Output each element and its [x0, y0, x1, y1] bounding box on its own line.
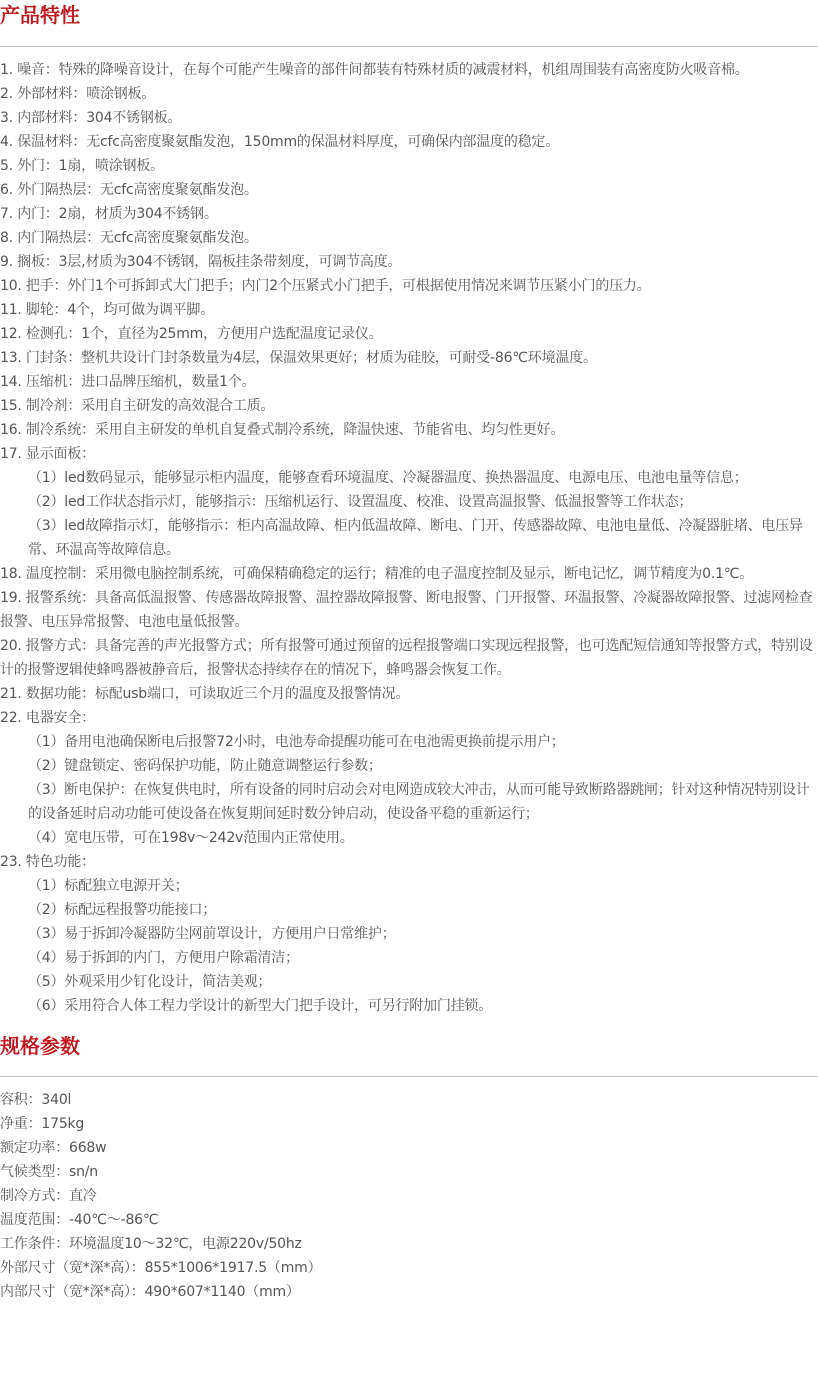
feature-subitem: （1）led数码显示，能够显示柜内温度，能够查看环境温度、冷凝器温度、换热器温度、电源电压、电池电量等信息； [28, 470, 748, 486]
feature-subitem: （2）键盘锁定、密码保护功能，防止随意调整运行参数； [28, 758, 382, 774]
feature-item: 12. 检测孔：1个，直径为25mm，方便用户选配温度记录仪。 [0, 326, 383, 342]
feature-item: 21. 数据功能：标配usb端口，可读取近三个月的温度及报警情况。 [0, 686, 410, 702]
feature-item: 4. 保温材料：无cfc高密度聚氨酯发泡，150mm的保温材料厚度，可确保内部温度的稳定。 [0, 134, 560, 150]
feature-subitem: （3）led故障指示灯，能够指示：柜内高温故障、柜内低温故障、断电、门开、传感器故障、电池电量低、冷凝器脏堵、电压异常、环温高等故障信息。 [28, 518, 803, 558]
feature-item: 2. 外部材料：喷涂钢板。 [0, 86, 156, 102]
feature-subitem: （1）备用电池确保断电后报警72小时，电池寿命提醒功能可在电池需更换前提示用户； [28, 734, 565, 750]
feature-item: 18. 温度控制：采用微电脑控制系统，可确保精确稳定的运行；精准的电子温度控制及显示，断电记忆，调节精度为0.1℃。 [0, 566, 754, 582]
specs-divider [0, 1076, 818, 1077]
feature-subitem: （2）led工作状态指示灯，能够指示：压缩机运行、设置温度、校准、设置高温报警、低温报警等工作状态； [28, 494, 693, 510]
features-list [0, 58, 818, 1018]
feature-item: 3. 内部材料：304不锈钢板。 [0, 110, 182, 126]
feature-item: 17. 显示面板： [0, 446, 95, 462]
feature-item: 23. 特色功能： [0, 854, 95, 870]
spec-item: 外部尺寸（宽*深*高）：855*1006*1917.5（mm） [0, 1260, 322, 1276]
spec-item: 气候类型：sn/n [0, 1164, 98, 1180]
feature-subitem: （4）易于拆卸的内门，方便用户除霜清洁； [28, 950, 299, 966]
feature-item: 9. 搁板：3层,材质为304不锈钢，隔板挂条带刻度，可调节高度。 [0, 254, 402, 270]
feature-subitem: （6）采用符合人体工程力学设计的新型大门把手设计，可另行附加门挂锁。 [28, 998, 493, 1014]
feature-item: 16. 制冷系统：采用自主研发的单机自复叠式制冷系统，降温快速、节能省电、均匀性更好。 [0, 422, 565, 438]
feature-subitem: （3）断电保护：在恢复供电时，所有设备的同时启动会对电网造成较大冲击，从而可能导致断路器跳闸；针对这种情况特别设计的设备延时启动功能可使设备在恢复期间延时数分钟启动，使设备平稳的重新运行； [28, 782, 810, 822]
feature-item: 19. 报警系统：具备高低温报警、传感器故障报警、温控器故障报警、断电报警、门开报警、环温报警、冷凝器故障报警、过滤网检查报警、电压异常报警、电池电量低报警。 [0, 590, 813, 630]
feature-item: 11. 脚轮：4个，均可做为调平脚。 [0, 302, 215, 318]
feature-subitem: （1）标配独立电源开关； [28, 878, 189, 894]
feature-subitem: （5）外观采用少钉化设计，简洁美观； [28, 974, 272, 990]
spec-item: 内部尺寸（宽*深*高）：490*607*1140（mm） [0, 1284, 300, 1300]
feature-item: 8. 内门隔热层：无cfc高密度聚氨酯发泡。 [0, 230, 258, 246]
specs-list [0, 1088, 818, 1304]
feature-item: 6. 外门隔热层：无cfc高密度聚氨酯发泡。 [0, 182, 258, 198]
feature-item: 1. 噪音：特殊的降噪音设计，在每个可能产生噪音的部件间都装有特殊材质的减震材料，机组周围装有高密度防火吸音棉。 [0, 62, 749, 78]
spec-item: 额定功率：668w [0, 1140, 107, 1156]
feature-item: 7. 内门：2扇，材质为304不锈钢。 [0, 206, 218, 222]
feature-item: 5. 外门：1扇，喷涂钢板。 [0, 158, 164, 174]
feature-subitem: （4）宽电压带，可在198v～242v范围内正常使用。 [28, 830, 354, 846]
spec-item: 净重：175kg [0, 1116, 85, 1132]
feature-item: 10. 把手：外门1个可拆卸式大门把手；内门2个压紧式小门把手，可根据使用情况来调节压紧小门的压力。 [0, 278, 651, 294]
feature-item: 22. 电器安全： [0, 710, 95, 726]
feature-item: 13. 门封条：整机共设计门封条数量为4层，保温效果更好；材质为硅胶，可耐受-86℃环境温度。 [0, 350, 597, 366]
feature-item: 15. 制冷剂：采用自主研发的高效混合工质。 [0, 398, 275, 414]
spec-item: 容积：340l [0, 1092, 72, 1108]
spec-item: 温度范围：-40℃～-86℃ [0, 1212, 159, 1228]
specs-section-title: 规格参数 [0, 1034, 80, 1058]
features-divider [0, 46, 818, 47]
feature-subitem: （3）易于拆卸冷凝器防尘网前罩设计，方便用户日常维护； [28, 926, 396, 942]
spec-item: 制冷方式：直冷 [0, 1188, 97, 1204]
spec-item: 工作条件：环境温度10～32℃，电源220v/50hz [0, 1236, 302, 1252]
feature-item: 14. 压缩机：进口品牌压缩机，数量1个。 [0, 374, 256, 390]
feature-subitem: （2）标配远程报警功能接口； [28, 902, 217, 918]
features-section-title: 产品特性 [0, 3, 80, 27]
feature-item: 20. 报警方式：具备完善的声光报警方式；所有报警可通过预留的远程报警端口实现远程报警，也可选配短信通知等报警方式，特别设计的报警逻辑使蜂鸣器被静音后，报警状态持续存在的情况下，蜂鸣器会恢复工作。 [0, 638, 813, 678]
